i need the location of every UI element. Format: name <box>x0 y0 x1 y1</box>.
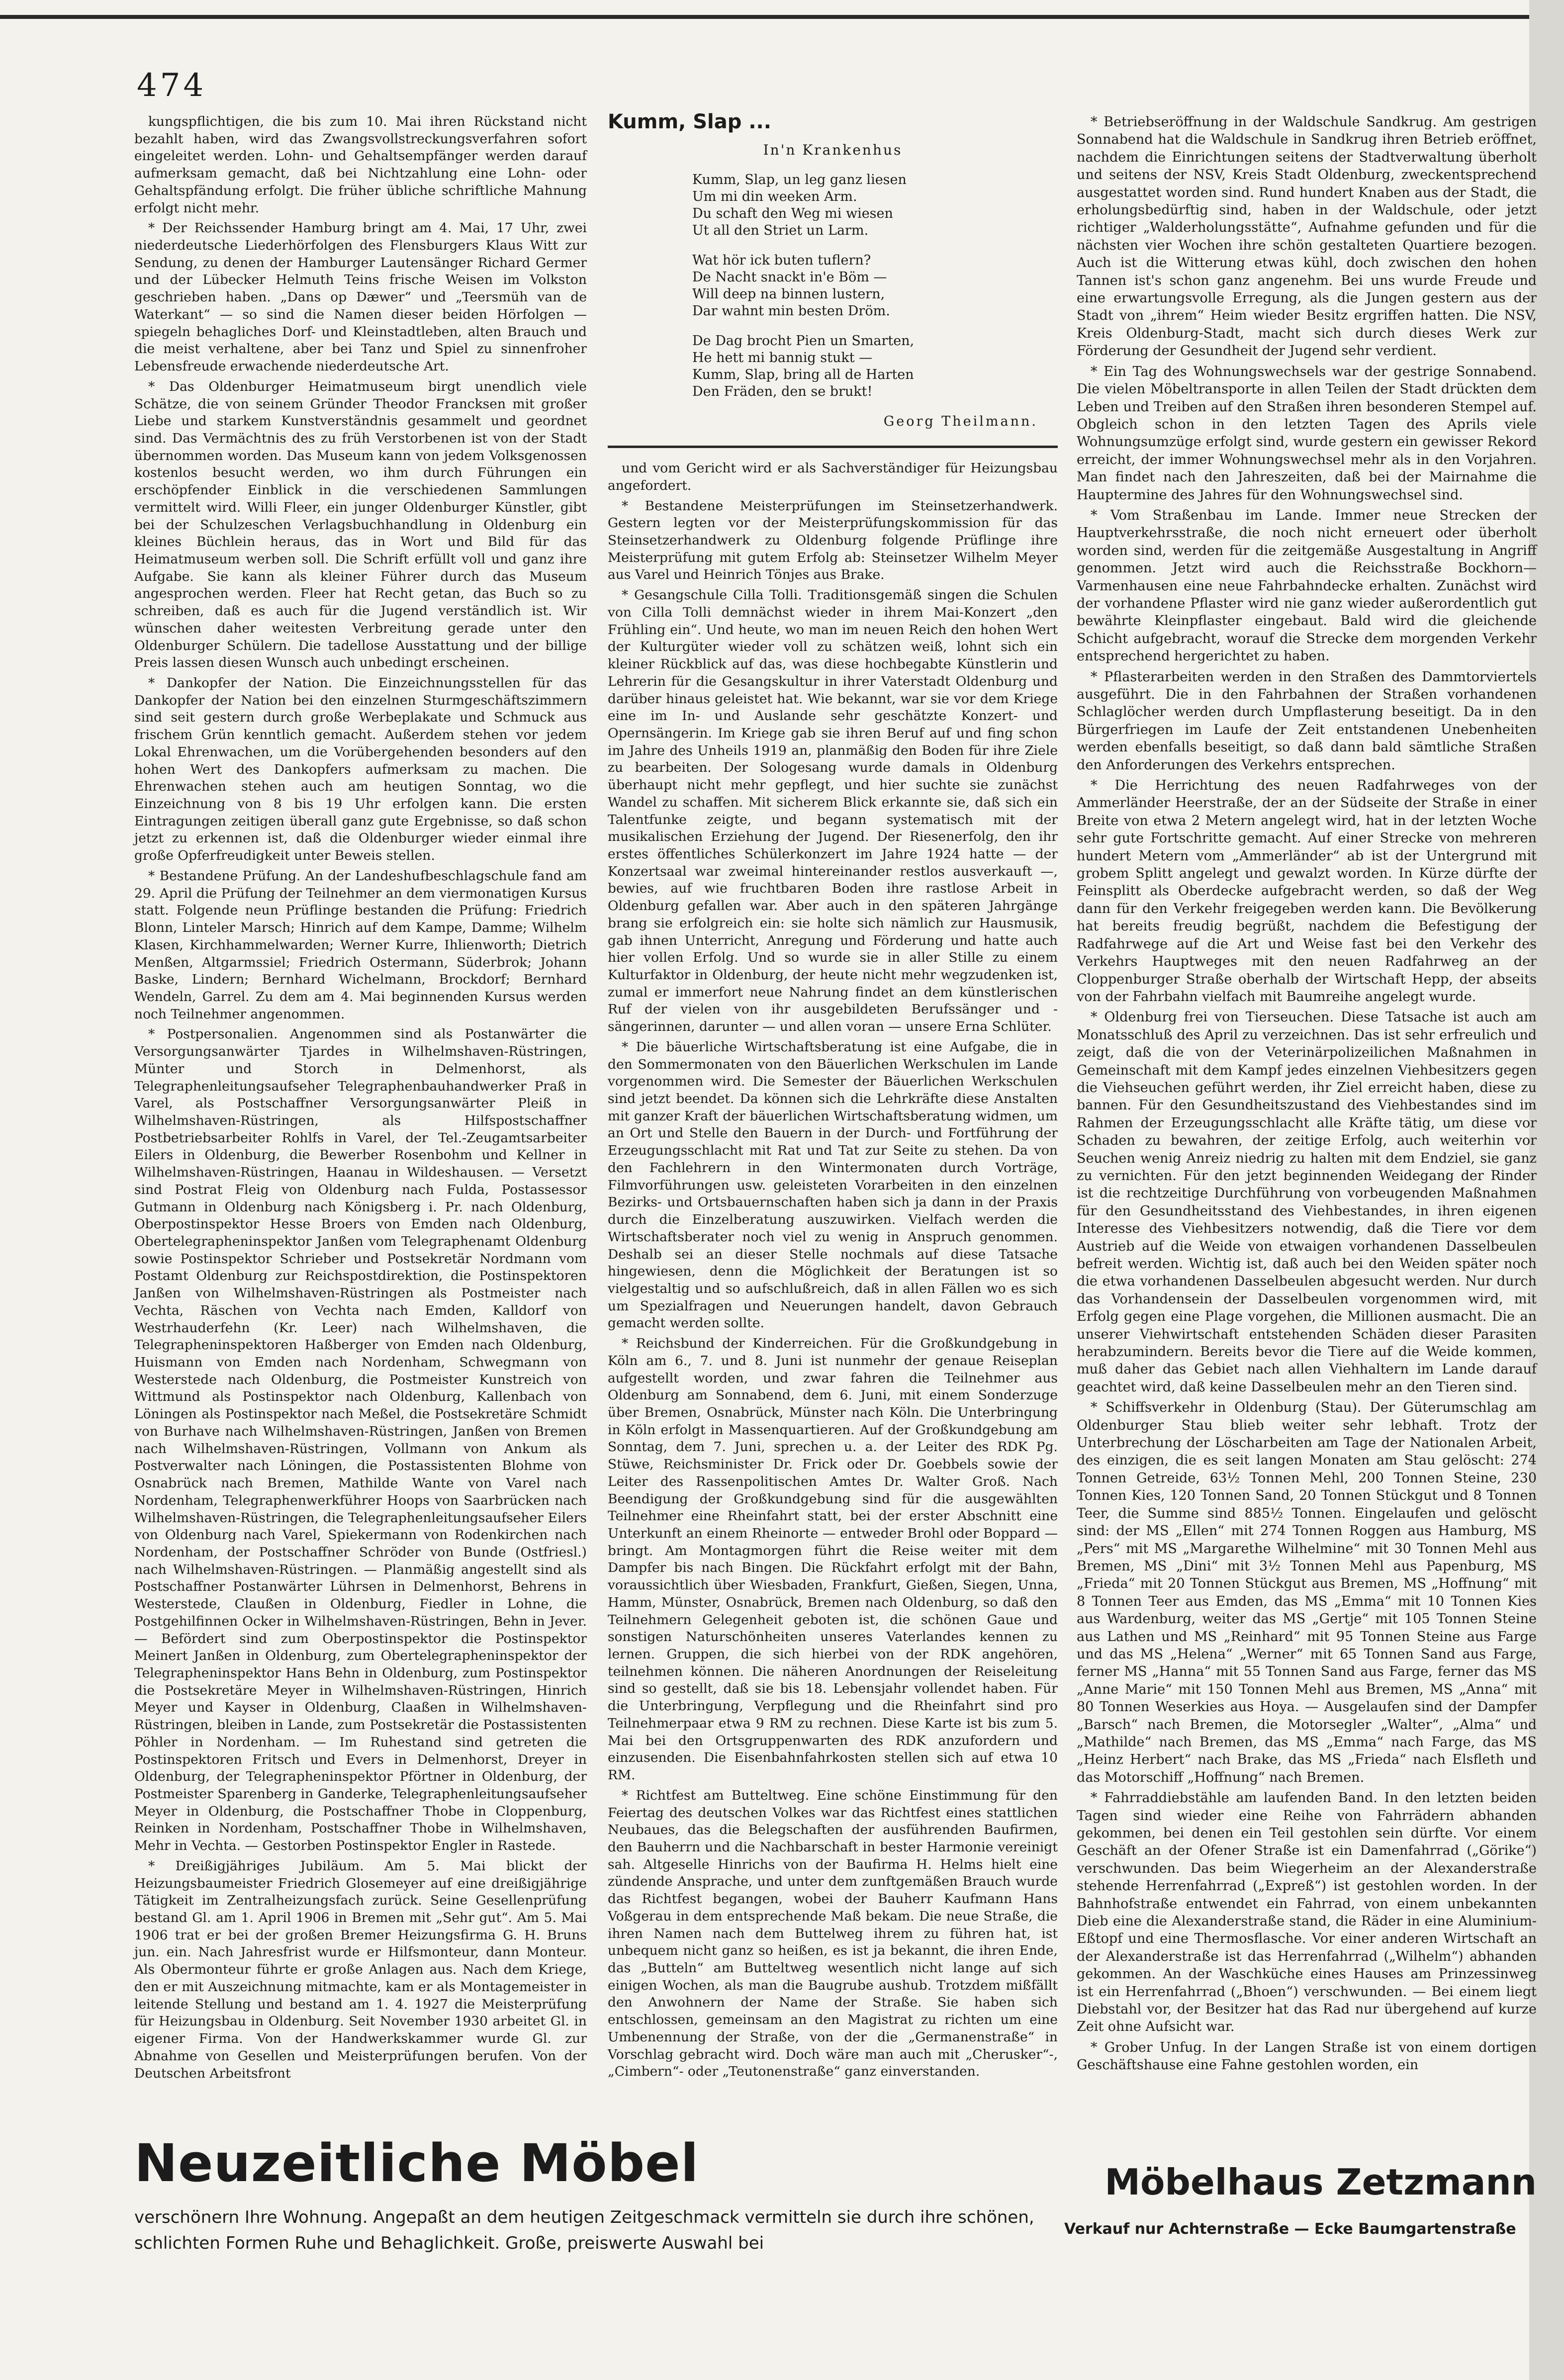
poem-stanza <box>692 333 1058 400</box>
section-divider <box>608 446 1058 448</box>
poem-line: Du schaft den Weg mi wiesen <box>692 206 893 222</box>
poem-line: Ut all den Striet un Larm. <box>692 223 869 239</box>
paragraph: * Postpersonalien. Angenommen sind als Postanwärter die Versorgungsanwärter Tjardes in Wilhelmshaven-Rüstringen, Münter und Storch in Delmenhorst, als Telegraphenleitungsaufseher Telegraphenbauhandwerker Praß in Varel, als Postschaffner Versorgungsanwärter Pleiß in Wilhelmshaven-Rüstringen, als Hilfspostschaffner Postbetriebsarbeiter Rohlfs in Varel, der Tel.-Zeugamtsarbeiter Eilers in Oldenburg, die Bewerber Rosenbohm und Kellner in Wilhelmshaven-Rüstringen, Haanau in Wildeshausen. — Versetzt sind Postrat Fleig von Oldenburg nach Fulda, Postassessor Gutmann in Oldenburg nach Königsberg i. Pr. nach Oldenburg, Oberpostinspektor Hesse Broers von Emden nach Oldenburg, Obertelegrapheninspektor Janßen vom Telegraphenamt Oldenburg sowie Postinspektor Schrieber und Postsekretär Nordmann vom Postamt Oldenburg zur Reichspostdirektion, die Postinspektoren Janßen von Wilhelmshaven-Rüstringen als Postmeister nach Vechta, Räschen von Vechta nach Emden, Kalldorf von Westrhauderfehn (Kr. Leer) nach Wilhelmshaven, die Telegrapheninspektoren Haßberger von Emden nach Oldenburg, Huismann von Emden nach Nordenham, Schwegmann von Westerstede nach Oldenburg, die Postmeister Kunstreich von Wittmund als Postinspektor nach Oldenburg, Kallenbach von Löningen als Postinspektor nach Meßel, die Postsekretäre Schmidt von Burhave nach Wilhelmshaven-Rüstringen, Janßen von Bremen nach Wilhelmshaven-Rüstringen, Vollmann von Ankum als Postverwalter nach Löningen, die Postassistenten Blohme von Osnabrück nach Bremen, Mathilde Wante von Varel nach Nordenham, Telegraphenwerkführer Hoops von Saarbrücken nach Wilhelmshaven-Rüstringen, die Telegraphenleitungsaufseher Eilers von Oldenburg nach Varel, Spiekermann von Rodenkirchen nach Nordenham, der Postschaffner Schröder von Bunde (Ostfriesl.) nach Wilhelmshaven-Rüstringen. — Planmäßig angestellt sind als Postschaffner Postanwärter Lührsen in Delmenhorst, Behrens in Westerstede, Claußen in Oldenburg, Fiedler in Lohne, die Postgehilfinnen Ocker in Wilhelmshaven-Rüstringen, Behn in Jever. — Befördert sind zum Oberpostinspektor die Postinspektor Meinert Janßen in Oldenburg, zum Obertelegrapheninspektor der Telegrapheninspektor Hans Behn in Oldenburg, zum Postinspektor die Postsekretäre Meyer in Wilhelmshaven-Rüstringen, Hinrich Meyer und Kayser in Oldenburg, Claaßen in Wilhelmshaven-Rüstringen, bleiben in Lande, zum Postsekretär die Postassistenten Pöhler in Nordenham. — Im Ruhestand sind getreten die Postinspektoren Fritsch und Evers in Delmenhorst, Dreyer in Oldenburg, der Telegrapheninspektor Pförtner in Oldenburg, der Postmeister Sparenberg in Ganderke, Telegraphenleitungsaufseher Meyer in Oldenburg, die Postschaffner Thobe in Cloppenburg, Reinken in Nordenham, Postschaffner Thobe in Wilhelmshaven, Mehr in Vechta. — Gestorben Postinspektor Engler in Rastede. <box>134 1026 587 1854</box>
advertisement <box>134 2131 1537 2295</box>
poem-line: He hett mi bannig stukt — <box>692 350 873 366</box>
column-middle <box>608 110 1058 2084</box>
page-number: 474 <box>137 67 207 104</box>
ad-address: Verkauf nur Achternstraße — Ecke Baumgartenstraße <box>1064 2220 1516 2238</box>
paragraph: * Betriebseröffnung in der Waldschule Sandkrug. Am gestrigen Sonnabend hat die Waldschule in Sandkrug ihren Betrieb eröffnet, nachdem die Einrichtungen seitens der Stadtverwaltung überholt und seitens der NSV, Kreis Stadt Oldenburg, zweckentsprechend ausgestattet worden sind. Rund hundert Knaben aus der Stadt, die erholungsbedürftig sind, haben in der Waldschule, oder jetzt richtiger „Walderholungsstätte“, Aufnahme gefunden und für die nächsten vier Wochen ihre schön gestalteten Quartiere bezogen. Auch ist die Witterung etwas kühl, doch zwischen den hohen Tannen ist's schon ganz angenehm. Bei uns wurde Freude und eine erwartungsvolle Erregung, als die Jungen gestern aus der Stadt von „ihrem“ Heim wieder Besitz ergriffen hatten. Die NSV, Kreis Oldenburg-Stadt, macht sich durch dieses Werk zur Förderung der Gesundheit der Jugend sehr verdient. <box>1077 114 1537 359</box>
poem-line: Wat hör ick buten tuflern? <box>692 253 871 269</box>
ad-description: verschönern Ihre Wohnung. Angepaßt an dem heutigen Zeitgeschmack vermitteln sie durch ihre schönen, schlichten Formen Ruhe und Behaglichkeit. Große, preiswerte Auswahl bei <box>134 2207 1034 2253</box>
paragraph: * Der Reichssender Hamburg bringt am 4. Mai, 17 Uhr, zwei niederdeutsche Liederhörfolgen des Flensburgers Klaus Witt zur Sendung, zu denen der Hamburger Lautensänger Richard Germer und der Lübecker Helmuth Teins frische Weisen im Volkston geschrieben haben. „Dans op Dæwer“ und „Teersmüh van de Waterkant“ — so sind die Namen dieser beiden Hörfolgen — spiegeln behagliches Dorf- und Kleinstadtleben, alten Brauch und die meist verhaltene, aber bei Tanz und Spiel zu sinnenfroher Lebensfreude erwachende niederdeutsche Art. <box>134 220 587 374</box>
poem-line: Kumm, Slap, un leg ganz liesen <box>692 172 907 188</box>
poem-line: De Dag brocht Pien un Smarten, <box>692 333 915 349</box>
paragraph: * Richtfest am Butteltweg. Eine schöne Einstimmung für den Feiertag des deutschen Volkes war das Richtfest eines stattlichen Neubaues, das die Belegschaften der ausführenden Baufirmen, den Bauherrn und die Nachbarschaft in bester Harmonie vereinigt sah. Altgeselle Hinrichs von der Baufirma H. Helms hielt eine zündende Ansprache, und unter dem zunftgemäßen Brauch wurde das Richtfest begangen, wobei der Bauherr Kaufmann Hans Voßgerau in dem entsprechende Maß bekam. Die neue Straße, die ihren Namen nach dem Buttelweg ihrem zu führen hat, ist unbequem nicht ganz so heißen, es ist ja bekannt, die ihren Ende, das „Butteln“ am Butteltweg wesentlich nicht lange auf sich einigen Wochen, als man die Baugrube aushub. Trotzdem mißfällt den Anwohnern der Name der Straße. Sie haben sich entschlossen, gemeinsam an den Magistrat zu richten um eine Umbenennung der Straße, von der die „Germanenstraße“ in Vorschlag gebracht wird. Doch wäre man auch mit „Cherusker“-, „Cimbern“- oder „Teutonenstraße“ ganz einverstanden. <box>608 1787 1058 2080</box>
column-left <box>134 113 587 2085</box>
ad-brand-name: Möbelhaus Zetzmann <box>1104 2161 1537 2203</box>
paragraph: * Die bäuerliche Wirtschaftsberatung ist eine Aufgabe, die in den Sommermonaten von den Bäuerlichen Werkschulen im Lande vorgenommen wird. Die Semester der Bäuerlichen Werkschulen sind jetzt beendet. Da können sich die Lehrkräfte diese Anstalten mit ganzer Kraft der bäuerlichen Wirtschaftsberatung widmen, um an Ort und Stelle den Bauern in der Durch- und Fortführung der Erzeugungsschlacht mit Rat und Tat zur Seite zu stehen. Da von den Fachlehrern in den Wintermonaten durch Vorträge, Filmvorführungen usw. geleisteten Vorarbeiten in den einzelnen Bezirks- und Ortsbauernschaften haben sich ja dann in der Praxis durch die Einzelberatung auszuwirken. Vielfach werden die Wirtschaftsberater noch viel zu wenig in Anspruch genommen. Deshalb sei an dieser Stelle nochmals auf diese Tatsache hingewiesen, denn die Möglichkeit der Beratungen ist so vielgestaltig und so aufschlußreich, daß in allen Fällen wo es sich um Spezialfragen und Neuerungen handelt, davon Gebrauch gemacht werden sollte. <box>608 1039 1058 1331</box>
paragraph: * Gesangschule Cilla Tolli. Traditionsgemäß singen die Schulen von Cilla Tolli demnächst wieder in ihrem Mai-Konzert „den Frühling ein“. Und heute, wo man im neuen Reich den hohen Wert der Kulturgüter wieder voll zu schätzen weiß, lohnt sich ein kleiner Rückblick auf das, was diese hochbegabte Künstlerin und Lehrerin für die Gesangskultur in ihrer Vaterstadt Oldenburg und darüber hinaus geleistet hat. Wie bekannt, war sie vor dem Kriege eine im In- und Auslande sehr geschätzte Konzert- und Opernsängerin. Im Kriege gab sie ihren Beruf auf und fing schon im Jahre des Unheils 1919 an, planmäßig den Boden für ihre Ziele zu bearbeiten. Der Sologesang wurde damals in Oldenburg überhaupt nicht mehr gepflegt, und hier suchte sie zunächst Wandel zu schaffen. Mit sicherem Blick erkannte sie, daß sich ein Talentfunke zeigte, und begann systematisch mit der musikalischen Erziehung der Jugend. Der Riesenerfolg, den ihr erstes öffentliches Schülerkonzert im Jahre 1924 hatte — der Konzertsaal war zweimal hintereinander restlos ausverkauft —, bewies, auf wie fruchtbaren Boden ihre rastlose Arbeit in Oldenburg gefallen war. Aber auch in den späteren Jahrgänge brang sie erfolgreich ein: sie holte sich nämlich zur Hausmusik, gab ihnen Unterricht, Anregung und Förderung und hatte auch hier vollen Erfolg. Und so wurde sie in aller Stille zu einem Kulturfaktor in Oldenburg, der heute nicht mehr wegzudenken ist, zumal er immerfort neue Nahrung findet an dem künstlerischen Ruf der vielen von ihr ausgebildeten Berufssänger und -sängerinnen, darunter — und allen voran — unsere Erna Schlüter. <box>608 587 1058 1035</box>
ad-right-block <box>1064 2155 1537 2242</box>
column-right <box>1077 113 1537 2077</box>
paragraph: * Dankopfer der Nation. Die Einzeichnungsstellen für das Dankopfer der Nation bei den einzelnen Sturmgeschäftszimmern sind seit gestern durch große Werbeplakate und Schmuck aus frischem Grün kenntlich gemacht. Außerdem stehen vor jedem Lokal Ehrenwachen, um die Vorübergehenden besonders auf den hohen Wert des Dankopfers aufmerksam zu machen. Die Ehrenwachen stehen auch am heutigen Sonntag, wo die Einzeichnung von 8 bis 19 Uhr erfolgen kann. Die ersten Eintragungen zeitigen überall ganz gute Ergebnisse, so daß schon jetzt zu erkennen ist, daß die Oldenburger wieder einmal ihre große Opferfreudigkeit unter Beweis stellen. <box>134 675 587 864</box>
poem-title: Kumm, Slap ... <box>608 110 771 133</box>
poem-stanza <box>692 252 1058 320</box>
poem-line: Kumm, Slap, bring all de Harten <box>692 367 914 383</box>
poem-line: De Nacht snackt in'e Böm — <box>692 270 887 285</box>
poem-line: Den Fräden, den se brukt! <box>692 384 873 400</box>
paragraph: * Pflasterarbeiten werden in den Straßen des Dammtorviertels ausgeführt. Die in den Fahrbahnen der Straßen vorhandenen Schlaglöcher werden durch Umpflasterung beseitigt. Da in den Bürgerfriegen im Laufe der Zeit entstandenen Unebenheiten werden ebenfalls beseitigt, so daß dann bald sämtliche Straßen den Anforderungen des Verkehrs entsprechen. <box>1077 669 1537 773</box>
poem-line: Um mi din weeken Arm. <box>692 189 857 205</box>
paragraph: * Die Herrichtung des neuen Radfahrweges von der Ammerländer Heerstraße, der an der Südseite der Straße in einer Breite von etwa 2 Metern angelegt wird, hat in der letzten Woche sehr gute Fortschritte gemacht. Auf einer Strecke von mehreren hundert Metern vom „Ammerländer“ ab ist der Untergrund mit grobem Splitt angelegt und gewalzt worden. In Kürze dürfte der Feinsplitt als Oberdecke aufgebracht werden, so daß der Weg dann für den Verkehr freigegeben werden kann. Die Bevölkerung hat bereits freudig begrüßt, nachdem die Befestigung der Radfahrwege auf die Art und Weise fast bei den Verkehr des Verkehrs Hauptweges mit den neuen Radfahrweg an der Cloppenburger Straße oberhalb der Wirtschaft Hepp, der abseits von der Fahrbahn vielfach mit Baumreihe angelegt wurde. <box>1077 778 1537 1005</box>
paragraph: * Fahrraddiebstähle am laufenden Band. In den letzten beiden Tagen sind wieder eine Reihe von Fahrrädern abhanden gekommen, bei denen ein Teil gestohlen sein dürfte. Vor einem Geschäft an der Ofener Straße ist ein Damenfahrrad („Görike“) verschwunden. Das beim Wiegerheim an der Alexanderstraße stehende Herrenfahrrad („Expreß“) ist gestohlen worden. In der Bahnhofstraße entwendet ein Fahrrad, von einem unbekannten Dieb eine die Alexanderstraße stand, die Räder in eine Aluminium-Eßtopf und eine Thermosflasche. Vor einer anderen Wirtschaft an der Alexanderstraße ist das Herrenfahrrad („Wilhelm“) abhanden gekommen. An der Waschküche eines Hauses am Prinzessinweg ist ein Herrenfahrrad („Bhoen“) verschwunden. — Bei einem liegt Diebstahl vor, der Besitzer hat das Rad nur übergehend auf kurze Zeit ohne Aufsicht war. <box>1077 1790 1537 2035</box>
paragraph: * Oldenburg frei von Tierseuchen. Diese Tatsache ist auch am Monatsschluß des April zu verzeichnen. Das ist sehr erfreulich und zeigt, daß die von der Veterinärpolizeilichen Maßnahmen in Gemeinschaft mit dem Kampf jedes einzelnen Viehbesitzers gegen die Viehseuchen geführt werden, ihr Ziel erreicht haben, diese zu bannen. Für den Gesundheitszustand des Viehbestandes sind im Rahmen der Erzeugungsschlacht alle Kräfte tätig, um diese vor Schaden zu bewahren, der zeitige Erfolg, auch weiterhin vor Seuchen wenig Anreiz niedrig zu halten mit dem Endziel, sie ganz zu vernichten. Für den jetzt beginnenden Weidegang der Rinder ist die rechtzeitige Durchführung von vorbeugenden Maßnahmen für den Gesundheitsstand des Viehbestandes, in ihren eigenen Interesse des Viehbesitzers notwendig, daß die Tiere vor dem Austrieb auf die Weide von etwaigen vorhandenen Dasselbeulen befreit werden. Wichtig ist, daß auch bei den Weiden später noch die etwa vorhandenen Dasselbeulen abgesucht werden. Nur durch das Vorhandensein der Dasselbeulen vorgenommen wird, mit Erfolg gegen eine Plage vorgehen, die Millionen ausmacht. Die an unserer Viehwirtschaft entstehenden Schäden dieser Parasiten herabzumindern. Bereits bevor die Tiere auf die Weide kommen, muß daher das Gebiet nach allen Viehhaltern im Lande darauf geachtet wird, daß keine Dasselbeulen mehr an den Tieren sind. <box>1077 1009 1537 1395</box>
paragraph: und vom Gericht wird er als Sachverständiger für Heizungsbau angefordert. <box>608 460 1058 493</box>
paragraph: * Grober Unfug. In der Langen Straße ist von einem dortigen Geschäftshause eine Fahne gestohlen worden, ein <box>1077 2039 1537 2073</box>
paragraph: * Das Oldenburger Heimatmuseum birgt unendlich viele Schätze, die von seinem Gründer Theodor Francksen mit großer Liebe und starkem Kunstverständnis gesammelt und geordnet sind. Das Vermächtnis des zu früh Verstorbenen ist von der Stadt übernommen worden. Das Museum kann von jedem Volksgenossen kostenlos besucht werden, wo ihm durch Führungen ein erschöpfender Einblick in die verschiedenen Sammlungen vermittelt wird. Willi Fleer, ein junger Oldenburger Künstler, gibt bei der Schulzeschen Verlagsbuchhandlung in Oldenburg ein kleines Büchlein heraus, das in Wort und Bild für das Heimatmuseum werben soll. Die Schrift erfüllt voll und ganz ihre Aufgabe. Sie kann als kleiner Führer durch das Museum angesprochen werden. Fleer hat Recht getan, das Buch so zu schreiben, daß es auch für die Jugend verständlich ist. Wir wünschen daher weitesten Verbreitung gerade unter den Oldenburger Schülern. Die tadellose Ausstattung und der billige Preis lassen diesen Wunsch auch unbedingt erscheinen. <box>134 378 587 671</box>
poem-line: Will deep na binnen lustern, <box>692 286 885 302</box>
paragraph: * Dreißigjähriges Jubiläum. Am 5. Mai blickt der Heizungsbaumeister Friedrich Glosemeyer auf eine dreißigjährige Tätigkeit im Zentralheizungsfach zurück. Seine Gesellenprüfung bestand Gl. am 1. April 1906 in Bremen mit „Sehr gut“. Am 5. Mai 1906 trat er bei der großen Bremer Heizungsfirma G. H. Bruns jun. ein. Nach Jahresfrist wurde er Hilfsmonteur, dann Monteur. Als Obermonteur führte er große Anlagen aus. Nach dem Kriege, den er mit Auszeichnung mitmachte, kam er als Montagemeister in leitende Stellung und bestand am 1. 4. 1927 die Meisterprüfung für Heizungsbau in Oldenburg. Seit November 1930 arbeitet Gl. in eigener Firma. Von der Handwerkskammer wurde Gl. zur Abnahme von Gesellen und Meisterprüfungen berufen. Von der Deutschen Arbeitsfront <box>134 1858 587 2081</box>
paragraph: * Bestandene Prüfung. An der Landeshufbeschlagschule fand am 29. April die Prüfung der Teilnehmer an dem viermonatigen Kursus statt. Folgende neun Prüflinge bestanden die Prüfung: Friedrich Blonn, Linteler Marsch; Hinrich auf dem Kampe, Damme; Wilhelm Klasen, Kirchhammelwarden; Werner Kurre, Ihlienworth; Dietrich Menßen, Altgarmssiel; Friedrich Ostermann, Süderbrok; Johann Baske, Lindern; Bernhard Wichelmann, Brockdorf; Bernhard Wendeln, Garrel. Zu dem am 4. Mai beginnenden Kursus werden noch Teilnehmer angenommen. <box>134 868 587 1022</box>
poem-author: Georg Theilmann. <box>883 414 1038 430</box>
paragraph: * Schiffsverkehr in Oldenburg (Stau). Der Güterumschlag am Oldenburger Stau blieb weiter sehr lebhaft. Trotz der Unterbrechung der Löscharbeiten am Tage der Nationalen Arbeit, des einzigen, die es seit langen Monaten am Stau gelöscht: 274 Tonnen Getreide, 63½ Tonnen Mehl, 200 Tonnen Steine, 230 Tonnen Kies, 120 Tonnen Sand, 20 Tonnen Stückgut und 8 Tonnen Teer, die Summe sind 885½ Tonnen. Eingelaufen und gelöscht sind: der MS „Ellen“ mit 274 Tonnen Roggen aus Hamburg, MS „Pers“ mit MS „Margarethe Wilhelmine“ mit 30 Tonnen Mehl aus Bremen, MS „Dini“ mit 3½ Tonnen Mehl aus Papenburg, MS „Frieda“ mit 20 Tonnen Stückgut aus Bremen, MS „Hoffnung“ mit 8 Tonnen Teer aus Emden, das MS „Emma“ mit 10 Tonnen Kies aus Wardenburg, weiter das MS „Gertje“ mit 105 Tonnen Steine aus Lathen und MS „Reinhard“ mit 95 Tonnen Steine aus Farge und das MS „Helena“ „Werner“ mit 65 Tonnen Sand aus Farge, ferner MS „Hanna“ mit 55 Tonnen Sand aus Farge, ferner das MS „Anne Marie“ mit 150 Tonnen Mehl aus Bremen, MS „Anna“ mit 80 Tonnen Weserkies aus Hoya. — Ausgelaufen sind der Dampfer „Barsch“ nach Bremen, die Motorsegler „Walter“, „Alma“ und „Mathilde“ nach Bremen, das MS „Emma“ nach Farge, das MS „Heinz Herbert“ nach Brake, das MS „Frieda“ nach Elsfleth und das Motorschiff „Hoffnung“ nach Bremen. <box>1077 1400 1537 1785</box>
poem-stanza <box>692 172 1058 239</box>
poem-line: Dar wahnt min besten Dröm. <box>692 303 890 319</box>
poem-subtitle: In'n Krankenhus <box>763 141 903 158</box>
paragraph: * Vom Straßenbau im Lande. Immer neue Strecken der Hauptverkehrsstraße, die noch nicht erneuert oder überholt worden sind, werden für die zeitgemäße Ausgestaltung in Angriff genommen. Jetzt wird auch die Reichsstraße Bockhorn—Varmenhausen eine neue Fahrbahndecke erhalten. Zunächst wird der vorhandene Pflaster wird nie ganz wieder außerordentlich gut bewährte Kleinpflaster eingebaut. Bald wird die gleichende Schicht aufgebracht, worauf die Strecke dem morgenden Verkehr entsprechend hergerichtet zu haben. <box>1077 507 1537 664</box>
ad-left-block <box>134 2131 1044 2256</box>
paragraph: * Bestandene Meisterprüfungen im Steinsetzerhandwerk. Gestern legten vor der Meisterprüfungskommission für das Steinsetzerhandwerk zu Oldenburg folgende Prüflinge ihre Meisterprüfung mit gutem Erfolg ab: Steinsetzer Wilhelm Meyer aus Varel und Heinrich Tönjes aus Brake. <box>608 498 1058 583</box>
ad-headline: Neuzeitliche Möbel <box>134 2133 699 2194</box>
top-border-rule <box>0 15 1564 19</box>
paragraph: * Reichsbund der Kinderreichen. Für die Großkundgebung in Köln am 6., 7. und 8. Juni ist nunmehr der genaue Reiseplan aufgestellt worden, und zwar fahren die Teilnehmer aus Oldenburg am Sonnabend, dem 6. Juni, mit einem Sonderzuge über Bremen, Osnabrück, Münster nach Köln. Die Unterbringung in Köln erfolgt in Massenquartieren. Auf der Großkundgebung am Sonntag, dem 7. Juni, sprechen u. a. der Leiter des RDK Pg. Stüwe, Reichsminister Dr. Frick oder Dr. Goebbels sowie der Leiter des Rassenpolitischen Amtes Dr. Walter Groß. Nach Beendigung der Großkundgebung sind für die ausgewählten Teilnehmer eine Rheinfahrt statt, bei der erster Abschnitt eine Unterkunft an einem Rheinorte — entweder Brohl oder Boppard — bringt. Am Montagmorgen führt die Reise weiter mit dem Dampfer bis nach Bingen. Die Rückfahrt erfolgt mit der Bahn, voraussichtlich über Wiesbaden, Frankfurt, Gießen, Siegen, Unna, Hamm, Münster, Osnabrück, Bremen nach Oldenburg, so daß den Teilnehmern Gelegenheit geboten ist, die schönen Gaue und sonstigen Naturschönheiten unseres Vaterlandes kennen zu lernen. Gruppen, die sich hierbei von der RDK angehören, teilnehmen können. Die näheren Anordnungen der Reiseleitung sind so gestellt, daß sie bis 18. Lebensjahr vollendet haben. Für die Unterbringung, Verpflegung und die Rheinfahrt sind pro Teilnehmerpaar etwa 9 RM zu rechnen. Diese Karte ist bis zum 5. Mai bei den Ortsgruppenwarten des RDK anzufordern und einzusenden. Die Eisenbahnfahrkosten stellen sich auf etwa 10 RM. <box>608 1336 1058 1783</box>
paragraph: * Ein Tag des Wohnungswechsels war der gestrige Sonnabend. Die vielen Möbeltransporte in allen Teilen der Stadt drückten dem Leben und Treiben auf den Straßen ihren besonderen Stempel auf. Obgleich schon in den letzten Tagen des Aprils viele Wohnungsumzüge erfolgt sind, wurde gestern ein gewisser Rekord erreicht, der immer Wohnungswechsel mehr als in den Vorjahren. Man findet nach den Jahreszeiten, daß bei der Mairnahme die Hauptermine des Jahres für den Wohnungswechsel sind. <box>1077 364 1537 503</box>
paragraph: kungspflichtigen, die bis zum 10. Mai ihren Rückstand nicht bezahlt haben, wird das Zwangsvollstreckungsverfahren sofort eingeleitet werden. Lohn- und Gehaltsempfänger werden darauf aufmerksam gemacht, daß bei Nichtzahlung eine Lohn- oder Gehaltspfändung erfolgt. Die früher übliche schriftliche Mahnung erfolgt nicht mehr. <box>134 114 587 216</box>
